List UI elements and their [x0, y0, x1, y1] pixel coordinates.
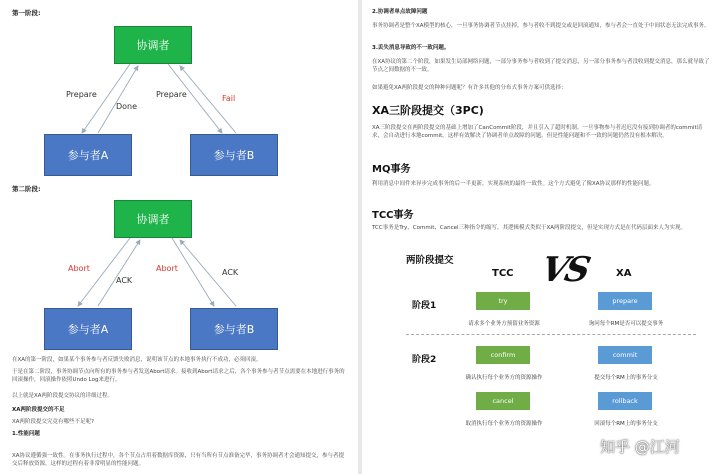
performance-title: 1.性能问题 — [12, 431, 40, 437]
try-caption: 请求多个业务方预留业务资源 — [468, 321, 540, 327]
xa-column-header: XA — [616, 268, 632, 279]
prepare-caption: 询问每个RM是否可以提交事务 — [588, 321, 664, 327]
single-point-title: 2.协调者单点故障问题 — [372, 9, 428, 15]
confirm-caption: 确认执行每个业务方的资源操作 — [465, 375, 543, 381]
paragraph: 在XA的第一阶段，如果某个事务参与者反馈失败消息，说明该节点的本地事务执行不成功，必须回滚。 — [12, 357, 262, 363]
cancel-caption: 取消执行每个业务方的资源操作 — [465, 421, 543, 427]
arrow-done-a — [98, 66, 138, 133]
question-text: 如果避免XA两阶段提交的种种问题呢？有许多其他的分布式事务方案可供选择： — [372, 85, 567, 91]
done-label: Done — [116, 102, 138, 111]
rollback-caption: 回滚每个RM上的事务分支 — [594, 421, 658, 427]
participant-b-node: 参与者B — [190, 308, 278, 350]
ack-label: ACK — [116, 276, 133, 285]
fail-label: Fail — [222, 94, 236, 103]
prepare-button: prepare — [598, 292, 652, 310]
confirm-button: confirm — [476, 346, 530, 364]
compare-title: 两阶段提交 — [406, 255, 454, 266]
coordinator-node: 协调者 — [114, 26, 192, 64]
text-3pc: XA三阶段提交在两阶段提交的基础上增加了CanCommit阶段，并且引入了超时机制。一旦事物参与者迟迟没有接到协调者的commit请求，会自动进行本地commit。这样有效解决了协调者单点故障的问题。但是性能问题和不一致的问题仍然没有根本解决。 — [372, 125, 703, 139]
phase2-title: 第二阶段: — [12, 185, 41, 193]
ack-label: ACK — [222, 268, 239, 277]
zhihu-watermark: 知乎 @江河 — [600, 438, 680, 456]
shortcoming-title: XA两阶段提交的不足 — [12, 407, 65, 413]
section-heading-tcc: TCC事务 — [372, 210, 414, 221]
commit-button: commit — [598, 346, 652, 364]
try-button: try — [476, 292, 530, 310]
abort-label: Abort — [156, 264, 178, 273]
participant-a-node: 参与者A — [44, 308, 132, 350]
inconsistency-text: 在XA协议的第二个阶段，如果发生局部网络问题，一部分事务参与者收到了提交消息，另一部分事务参与者没收到提交消息，那么就导致了节点之间数据的不一致。 — [372, 59, 710, 73]
commit-caption: 提交每个RM上的事务分支 — [594, 375, 658, 381]
cancel-button: cancel — [476, 392, 530, 410]
participant-a-node: 参与者A — [44, 134, 132, 176]
right-page — [362, 0, 720, 474]
rollback-button: rollback — [598, 392, 652, 410]
arrow-ack-a — [98, 240, 140, 306]
participant-b-node: 参与者B — [190, 134, 278, 176]
prepare-label: Prepare — [156, 90, 187, 99]
section-heading-mq: MQ事务 — [372, 164, 411, 175]
stage-2-label: 阶段2 — [412, 355, 437, 365]
shortcoming-question: XA两阶段提交究竟有哪些不足呢? — [12, 419, 94, 425]
single-point-text: 事务协调者是整个XA模型的核心，一旦事务协调者节点挂掉，参与者收不到提交或是回滚通知，参与者会一直处于中间状态无法完成事务。 — [372, 23, 710, 29]
text-mq: 利用消息中间件来异步完成事务的后一半更新，实现系统的最终一致性。这个方式避免了像XA协议那样的性能问题。 — [372, 181, 655, 187]
divider — [406, 334, 696, 335]
abort-label: Abort — [68, 264, 90, 273]
text-tcc: TCC事务是Try、Commit、Cancel三种指令的缩写，其逻辑模式类似于XA两阶段提交，但是实现方式是在代码层面来人为实现。 — [372, 225, 687, 231]
performance-text: XA协议遵循强一致性。在事务执行过程中，各个节点占用着数据库资源，只有当所有节点准备完毕，事务协调者才会通知提交，参与者提交后释放资源。这样的过程有着非常明显的性能问题。 — [12, 453, 345, 467]
inconsistency-title: 3.丢失消息导致的不一致问题。 — [372, 45, 450, 51]
tcc-column-header: TCC — [492, 268, 514, 279]
left-page — [0, 0, 358, 474]
prepare-label: Prepare — [66, 90, 97, 99]
stage-1-label: 阶段1 — [412, 301, 437, 311]
coordinator-node: 协调者 — [114, 200, 192, 238]
paragraph: 以上就是XA两阶段提交协议的详细过程。 — [12, 393, 114, 399]
phase1-title: 第一阶段: — [12, 9, 41, 17]
paragraph: 于是在第二阶段，事务协调节点向所有的事务参与者发送Abort请求。接收到Abort请求之后，各个事务参与者节点需要在本地进行事务的回滚操作，回滚操作依照Undo Log来进行。 — [12, 369, 345, 383]
section-heading-3pc: XA三阶段提交（3PC) — [372, 104, 484, 117]
vs-logo: VS — [537, 250, 592, 290]
